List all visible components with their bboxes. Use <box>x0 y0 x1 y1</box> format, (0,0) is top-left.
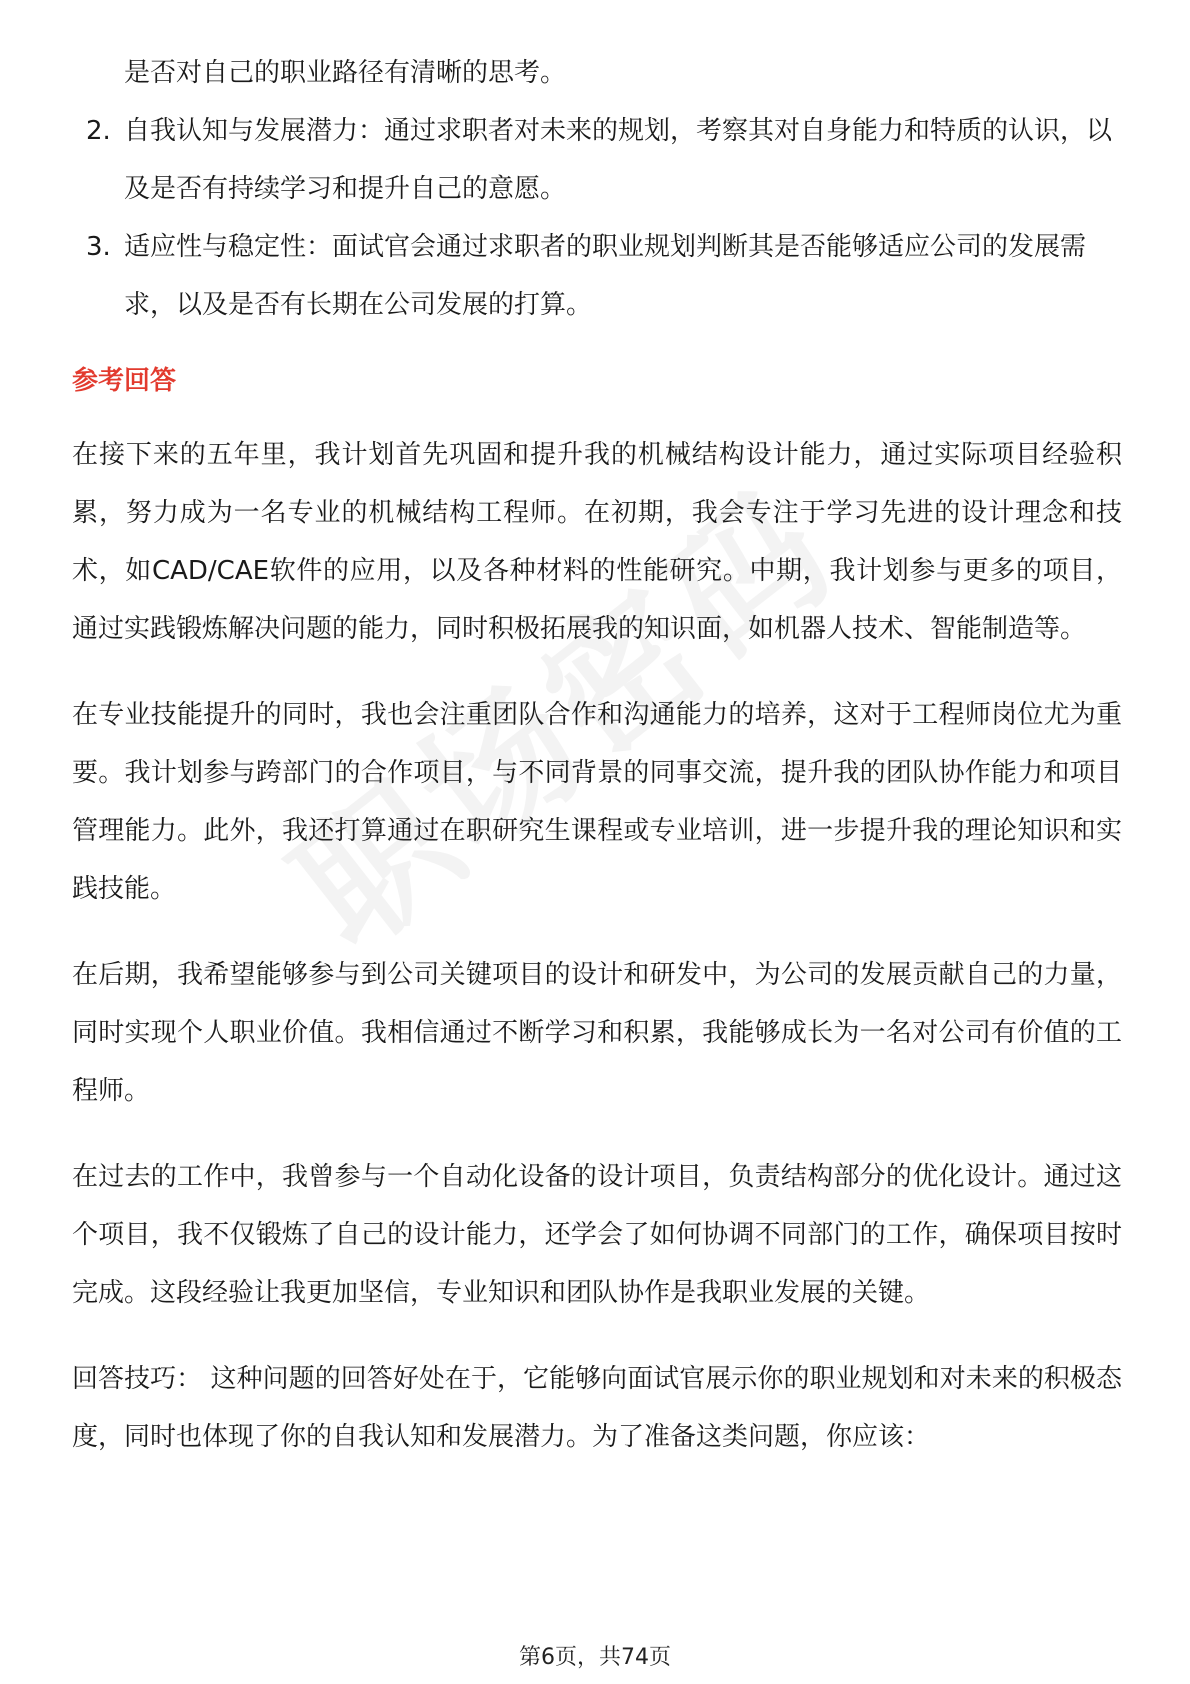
list-item-continuation: 是否对自己的职业路径有清晰的思考。 <box>124 58 567 88</box>
answer-paragraph: 在后期，我希望能够参与到公司关键项目的设计和研发中，为公司的发展贡献自己的力量，同时实现个人职业价值。我相信通过不断学习和积累，我能够成长为一名对公司有价值的工程师。 <box>72 960 1122 1106</box>
numbered-list <box>72 102 1122 334</box>
list-item <box>72 102 1122 218</box>
answer-paragraph: 在过去的工作中，我曾参与一个自动化设备的设计项目，负责结构部分的优化设计。通过这个项目，我不仅锻炼了自己的设计能力，还学会了如何协调不同部门的工作，确保项目按时完成。这段经验让我更加坚信，专业知识和团队协作是我职业发展的关键。 <box>72 1162 1122 1308</box>
list-item-text: 适应性与稳定性：面试官会通过求职者的职业规划判断其是否能够适应公司的发展需求，以及是否有长期在公司发展的打算。 <box>124 232 1087 320</box>
list-number: 2. <box>86 116 111 146</box>
answer-paragraph: 在专业技能提升的同时，我也会注重团队合作和沟通能力的培养，这对于工程师岗位尤为重要。我计划参与跨部门的合作项目，与不同背景的同事交流，提升我的团队协作能力和项目管理能力。此外，我还打算通过在职研究生课程或专业培训，进一步提升我的理论知识和实践技能。 <box>72 700 1122 904</box>
answer-paragraph: 在接下来的五年里，我计划首先巩固和提升我的机械结构设计能力，通过实际项目经验积累，努力成为一名专业的机械结构工程师。在初期，我会专注于学习先进的设计理念和技术，如CAD/CAE软件的应用，以及各种材料的性能研究。中期，我计划参与更多的项目，通过实践锻炼解决问题的能力，同时积极拓展我的知识面，如机器人技术、智能制造等。 <box>72 440 1122 644</box>
section-heading: 参考回答 <box>72 366 177 396</box>
tips-paragraph: 回答技巧： 这种问题的回答好处在于，它能够向面试官展示你的职业规划和对未来的积极态度，同时也体现了你的自我认知和发展潜力。为了准备这类问题，你应该： <box>72 1364 1122 1452</box>
list-number: 3. <box>86 232 111 262</box>
page-number: 第6页，共74页 <box>519 1645 671 1670</box>
list-item <box>72 218 1122 334</box>
page-content <box>72 44 1122 1494</box>
list-item-text: 自我认知与发展潜力：通过求职者对未来的规划，考察其对自身能力和特质的认识，以及是否有持续学习和提升自己的意愿。 <box>124 116 1113 204</box>
